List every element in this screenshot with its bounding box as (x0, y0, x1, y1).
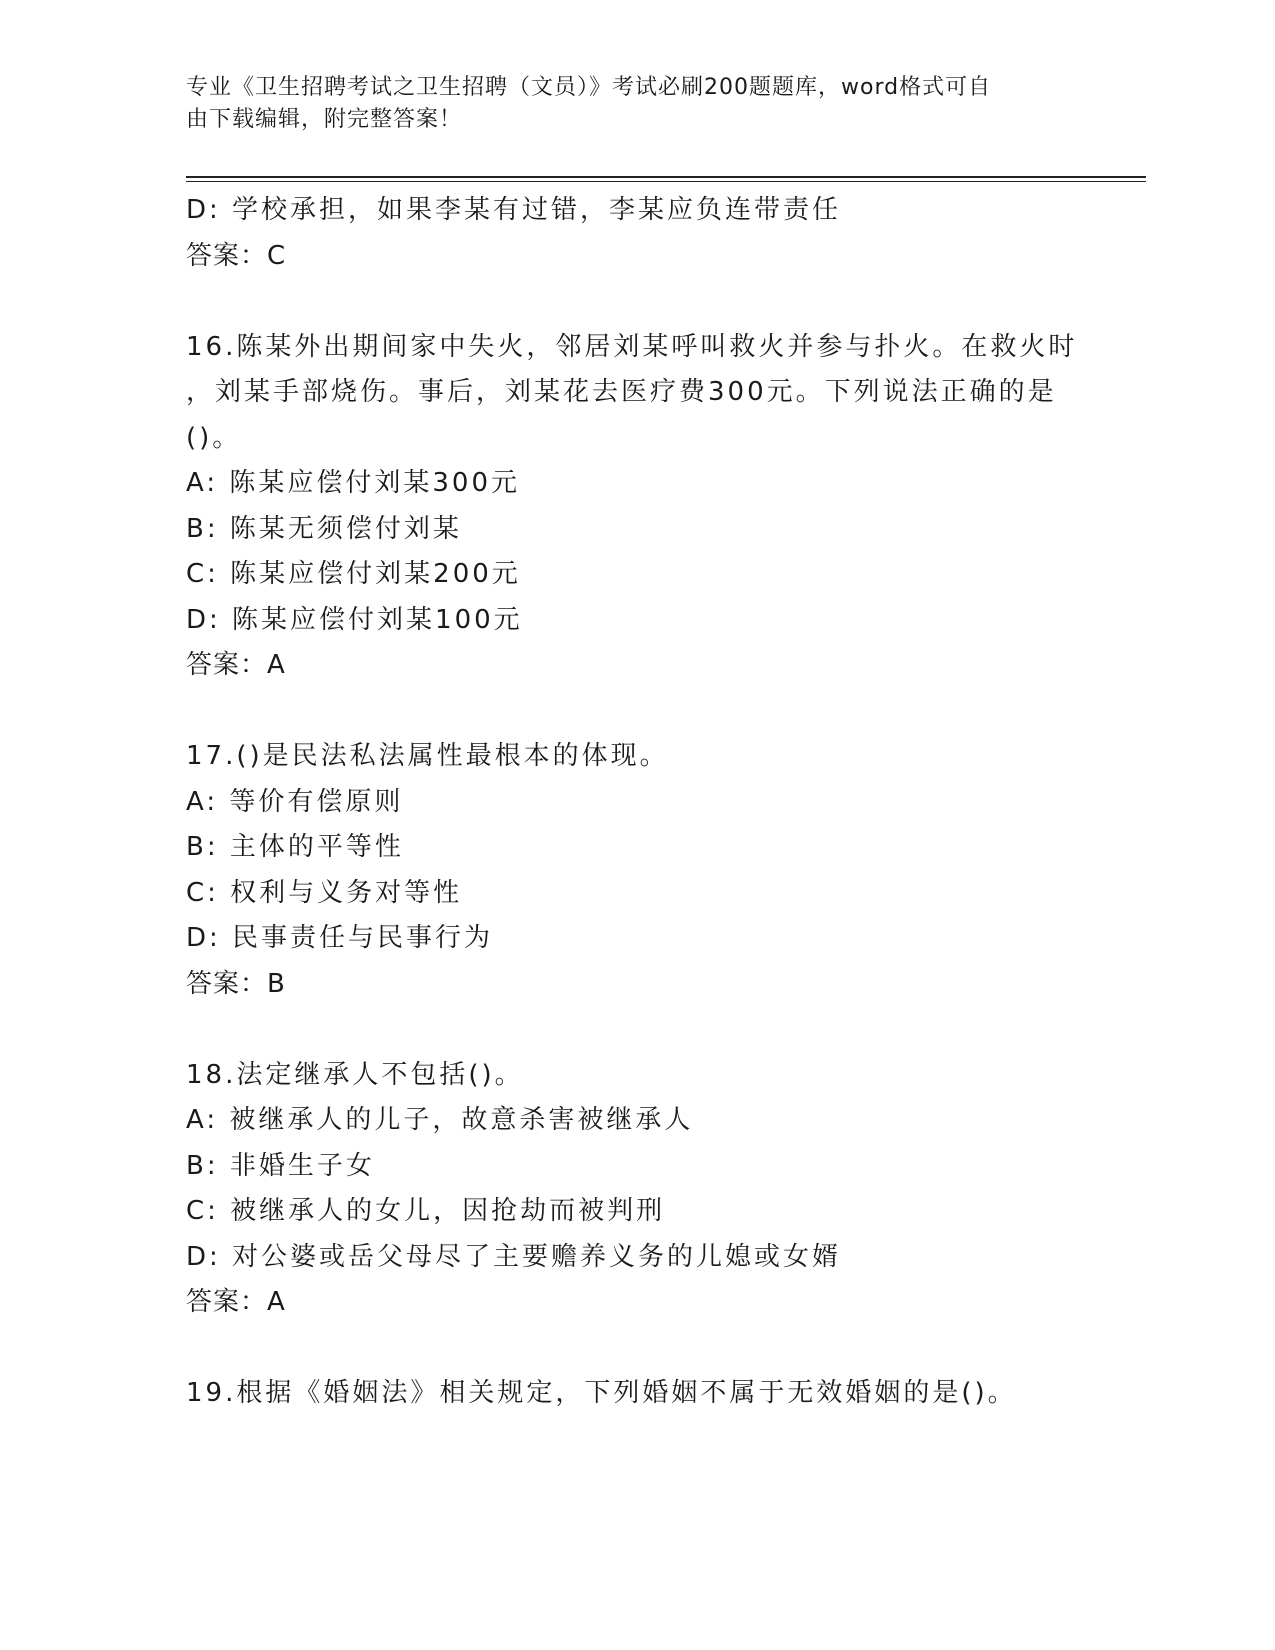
header-line-1: 专业《卫生招聘考试之卫生招聘（文员）》考试必刷200题题库，word格式可自 (186, 75, 992, 100)
prev-answer: 答案：C (186, 240, 287, 271)
option-d: D: 民事责任与民事行为 (186, 923, 494, 953)
answer: 答案：A (186, 650, 286, 680)
spacer (186, 279, 1086, 325)
option-c: C: 权利与义务对等性 (186, 877, 463, 908)
option-b: B: 非婚生子女 (186, 1150, 375, 1181)
option-d: D: 对公婆或岳父母尽了主要赡养义务的儿媳或女婿 (186, 1241, 842, 1272)
question-stem-line: 16.陈某外出期间家中失火，邻居刘某呼叫救火并参与扑火。在救火时 (186, 331, 1078, 362)
question-stem-line: ，刘某手部烧伤。事后，刘某花去医疗费300元。下列说法正确的是 (186, 377, 1057, 407)
question-content (186, 188, 1086, 1417)
spacer (186, 1326, 1086, 1372)
question-18 (186, 1053, 1086, 1326)
option-b: B: 主体的平等性 (186, 832, 404, 862)
prev-option-d: D: 学校承担，如果李某有过错，李某应负连带责任 (186, 195, 842, 225)
spacer (186, 689, 1086, 735)
option-d: D: 陈某应偿付刘某100元 (186, 604, 523, 635)
option-c: C: 陈某应偿付刘某200元 (186, 559, 521, 589)
option-a: A: 等价有偿原则 (186, 786, 404, 817)
answer: 答案：A (186, 1287, 286, 1317)
question-stem-line: 19.根据《婚姻法》相关规定，下列婚姻不属于无效婚姻的是()。 (186, 1378, 1017, 1408)
header-rule-thick (186, 176, 1146, 178)
header-rule-thin (186, 181, 1146, 182)
header-line-2: 由下载编辑，附完整答案！ (186, 107, 463, 132)
option-c: C: 被继承人的女儿，因抢劫而被判刑 (186, 1196, 666, 1226)
question-stem-line: 18.法定继承人不包括()。 (186, 1059, 524, 1090)
question-16 (186, 325, 1086, 689)
spacer (186, 1007, 1086, 1053)
question-19 (186, 1371, 1086, 1417)
question-17 (186, 734, 1086, 1007)
document-header (186, 72, 1066, 136)
option-a: A: 被继承人的儿子，故意杀害被继承人 (186, 1105, 694, 1135)
option-a: A: 陈某应偿付刘某300元 (186, 468, 520, 498)
question-stem-line: 17.()是民法私法属性最根本的体现。 (186, 741, 669, 771)
answer: 答案：B (186, 968, 286, 999)
option-b: B: 陈某无须偿付刘某 (186, 513, 462, 544)
question-stem-line: ()。 (186, 422, 242, 453)
